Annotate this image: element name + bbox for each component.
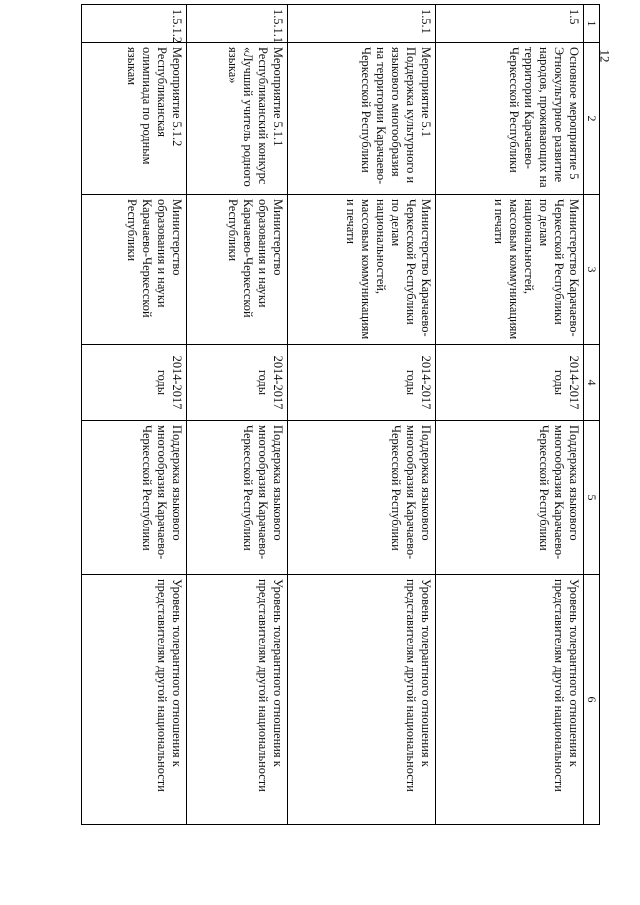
period: 2014-2017 годы (288, 345, 436, 421)
column-number: 1 (584, 5, 600, 43)
table-row (187, 5, 288, 825)
period: 2014-2017 годы (436, 345, 584, 421)
row-number: 1.5.1.1 (187, 5, 288, 43)
target-indicator: Уровень толерантного отношения к представителям другой национальности (288, 575, 436, 825)
column-number: 6 (584, 575, 600, 825)
program-table (81, 4, 600, 825)
period: 2014-2017 годы (82, 345, 187, 421)
column-number: 5 (584, 421, 600, 575)
column-number-row (584, 5, 600, 825)
executor: Министерство Карачаево-Черкесской Республики по делам национальностей, массовым коммуникациям и печати (288, 195, 436, 345)
target-indicator: Уровень толерантного отношения к представителям другой национальности (82, 575, 187, 825)
event-name: Основное мероприятие 5 Этнокультурное развитие народов, проживающих на территории Карачаево-Черкесской Республики (436, 43, 584, 195)
column-number: 2 (584, 43, 600, 195)
expected-result: Поддержка языкового многообразия Карачаево-Черкесской Республики (82, 421, 187, 575)
table-row (436, 5, 584, 825)
event-name: Мероприятие 5.1.1 Республиканский конкурс «Лучший учитель родного языка» (187, 43, 288, 195)
table-row (82, 5, 187, 825)
event-name: Мероприятие 5.1 Поддержка культурного и языкового многообразия на территории Карачаево-Черкесской Республики (288, 43, 436, 195)
page-number: 12 (597, 49, 613, 63)
row-number: 1.5.1 (288, 5, 436, 43)
expected-result: Поддержка языкового многообразия Карачаево-Черкесской Республики (436, 421, 584, 575)
column-number: 3 (584, 195, 600, 345)
expected-result: Поддержка языкового многообразия Карачаево-Черкесской Республики (288, 421, 436, 575)
target-indicator: Уровень толерантного отношения к представителям другой национальности (187, 575, 288, 825)
target-indicator: Уровень толерантного отношения к представителям другой национальности (436, 575, 584, 825)
executor: Министерство Карачаево-Черкесской Республики по делам национальностей, массовым коммуникациям и печати (436, 195, 584, 345)
table-row (288, 5, 436, 825)
expected-result: Поддержка языкового многообразия Карачаево-Черкесской Республики (187, 421, 288, 575)
row-number: 1.5 (436, 5, 584, 43)
executor: Министерство образования и науки Карачаево-Черкесской Республики (187, 195, 288, 345)
row-number: 1.5.1.2 (82, 5, 187, 43)
period: 2014-2017 годы (187, 345, 288, 421)
executor: Министерство образования и науки Карачаево-Черкесской Республики (82, 195, 187, 345)
event-name: Мероприятие 5.1.2 Республиканская олимпиада по родным языкам (82, 43, 187, 195)
rotated-table-wrapper (40, 4, 600, 899)
column-number: 4 (584, 345, 600, 421)
